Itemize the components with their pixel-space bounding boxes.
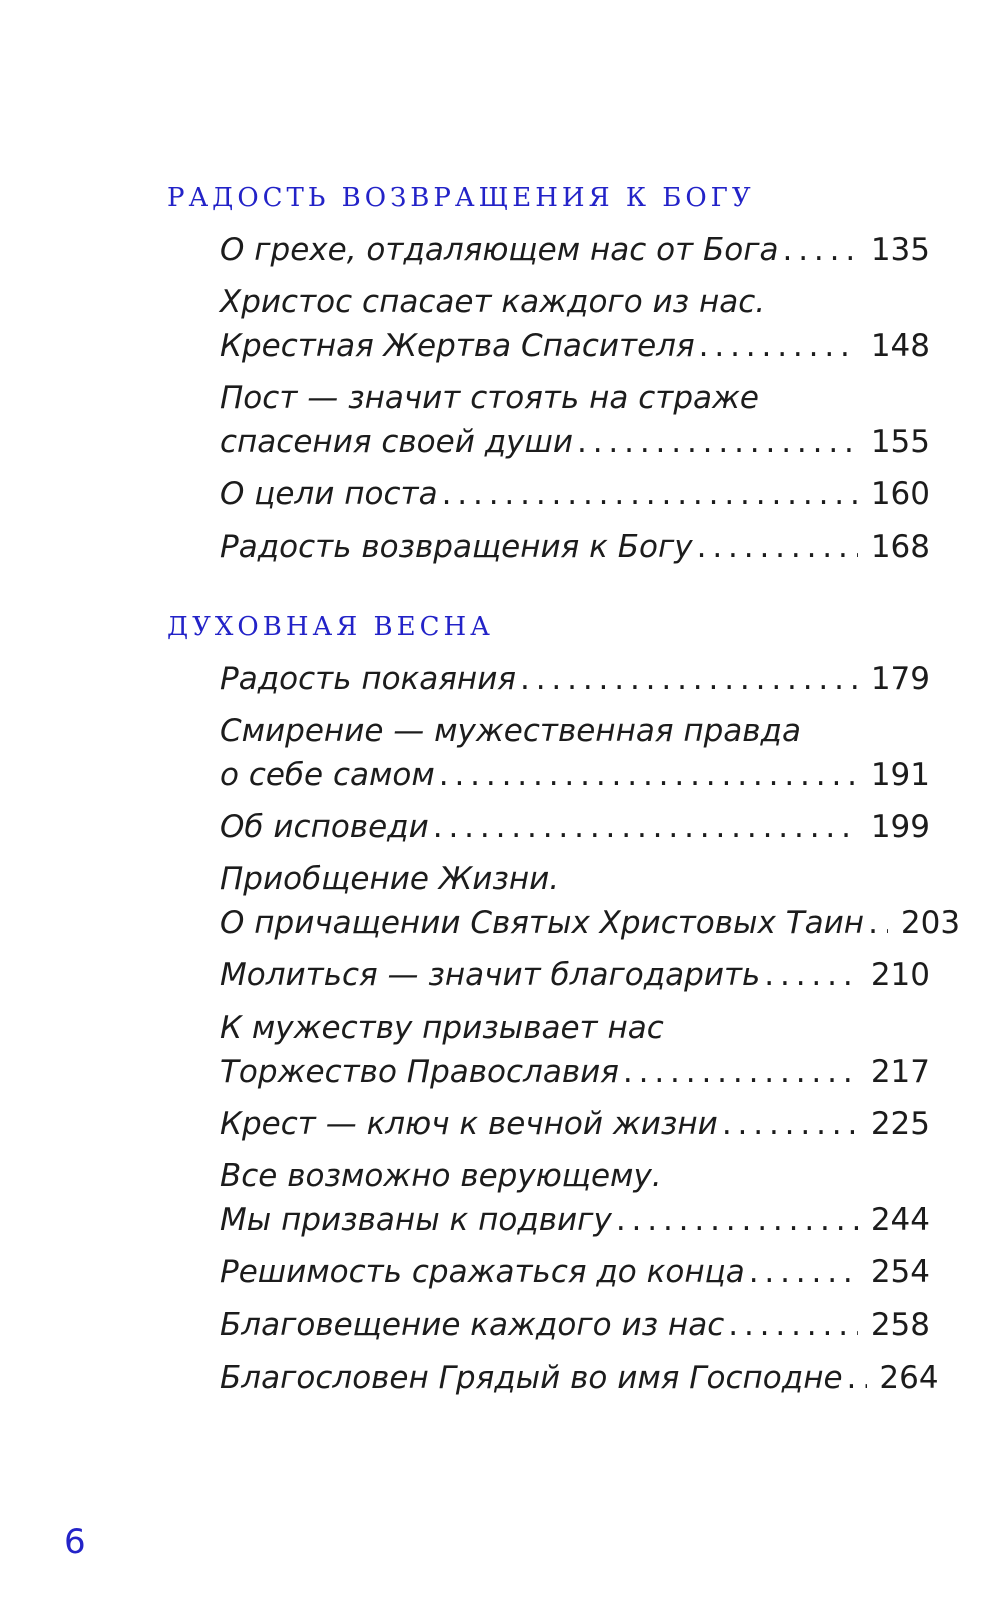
entry-title: Благовещение каждого из нас (220, 1307, 725, 1343)
entry-title: Торжество Православия (220, 1054, 619, 1090)
dot-leader (722, 1102, 858, 1146)
dot-leader (728, 1303, 858, 1347)
entry-page-number: 191 (870, 757, 930, 793)
toc-entry[interactable] (220, 805, 930, 849)
entry-page-number: 254 (870, 1254, 930, 1290)
dot-leader (699, 324, 858, 368)
toc-entry[interactable] (220, 953, 930, 997)
dot-leader (847, 1356, 867, 1400)
entry-page-number: 135 (870, 232, 930, 268)
entry-page-number: 199 (870, 809, 930, 845)
entry-title: О причащении Святых Христовых Таин (220, 905, 865, 941)
entry-page-number: 217 (870, 1054, 930, 1090)
entry-title: Молиться — значит благодарить (220, 957, 761, 993)
entry-page-number: 155 (870, 424, 930, 460)
toc-entry[interactable] (220, 857, 961, 945)
entry-page-number: 225 (870, 1106, 930, 1142)
entry-title-line1: Смирение — мужественная правда (220, 713, 801, 749)
dot-leader (439, 753, 858, 797)
entry-page-number: 264 (879, 1360, 939, 1396)
toc-entry[interactable] (220, 1356, 939, 1400)
entry-title-line1: Христос спасает каждого из нас. (220, 284, 766, 320)
section-heading: РАДОСТЬ ВОЗВРАЩЕНИЯ К БОГУ (167, 183, 755, 213)
toc-entry[interactable] (220, 1006, 930, 1094)
entry-title-line1: К мужеству призывает нас (220, 1010, 664, 1046)
entry-page-number: 203 (900, 905, 961, 941)
entry-page-number: 179 (870, 661, 930, 697)
entry-title-line1: Все возможно верующему. (220, 1158, 662, 1194)
entry-page-number: 168 (870, 529, 930, 565)
dot-leader (433, 805, 858, 849)
entry-title: О цели поста (220, 476, 438, 512)
entry-title: Об исповеди (220, 809, 429, 845)
entry-title-line1: Приобщение Жизни. (220, 861, 560, 897)
entry-title: Крестная Жертва Спасителя (220, 328, 695, 364)
toc-entry[interactable] (220, 1154, 930, 1242)
page-number: 6 (64, 1522, 86, 1562)
toc-entry[interactable] (220, 1102, 930, 1146)
entry-title: Радость покаяния (220, 661, 516, 697)
dot-leader (749, 1250, 858, 1294)
dot-leader (442, 472, 858, 516)
entry-title: Радость возвращения к Богу (220, 529, 693, 565)
entry-page-number: 210 (870, 957, 930, 993)
dot-leader (623, 1050, 858, 1094)
toc-entry[interactable] (220, 709, 930, 797)
dot-leader (577, 420, 858, 464)
entry-title: Решимость сражаться до конца (220, 1254, 745, 1290)
entry-title: О грехе, отдаляющем нас от Бога (220, 232, 779, 268)
toc-entry[interactable] (220, 1303, 930, 1347)
entry-title: Мы призваны к подвигу (220, 1202, 612, 1238)
dot-leader (783, 228, 859, 272)
entry-title: Крест — ключ к вечной жизни (220, 1106, 718, 1142)
dot-leader (616, 1198, 858, 1242)
entry-title: Благословен Грядый во имя Господне (220, 1360, 843, 1396)
dot-leader (868, 901, 888, 945)
entry-page-number: 148 (870, 328, 930, 364)
entry-page-number: 258 (870, 1307, 930, 1343)
entry-title: о себе самом (220, 757, 435, 793)
dot-leader (764, 953, 858, 997)
toc-entry[interactable] (220, 280, 930, 368)
toc-entry[interactable] (220, 228, 930, 272)
toc-entry[interactable] (220, 525, 930, 569)
entry-page-number: 244 (870, 1202, 930, 1238)
dot-leader (520, 657, 858, 701)
toc-entry[interactable] (220, 1250, 930, 1294)
dot-leader (697, 525, 858, 569)
toc-entry[interactable] (220, 657, 930, 701)
entry-title-line1: Пост — значит стоять на страже (220, 380, 760, 416)
toc-entry[interactable] (220, 472, 930, 516)
entry-page-number: 160 (870, 476, 930, 512)
entry-title: спасения своей души (220, 424, 573, 460)
toc-entry[interactable] (220, 376, 930, 464)
section-heading: ДУХОВНАЯ ВЕСНА (167, 612, 494, 642)
